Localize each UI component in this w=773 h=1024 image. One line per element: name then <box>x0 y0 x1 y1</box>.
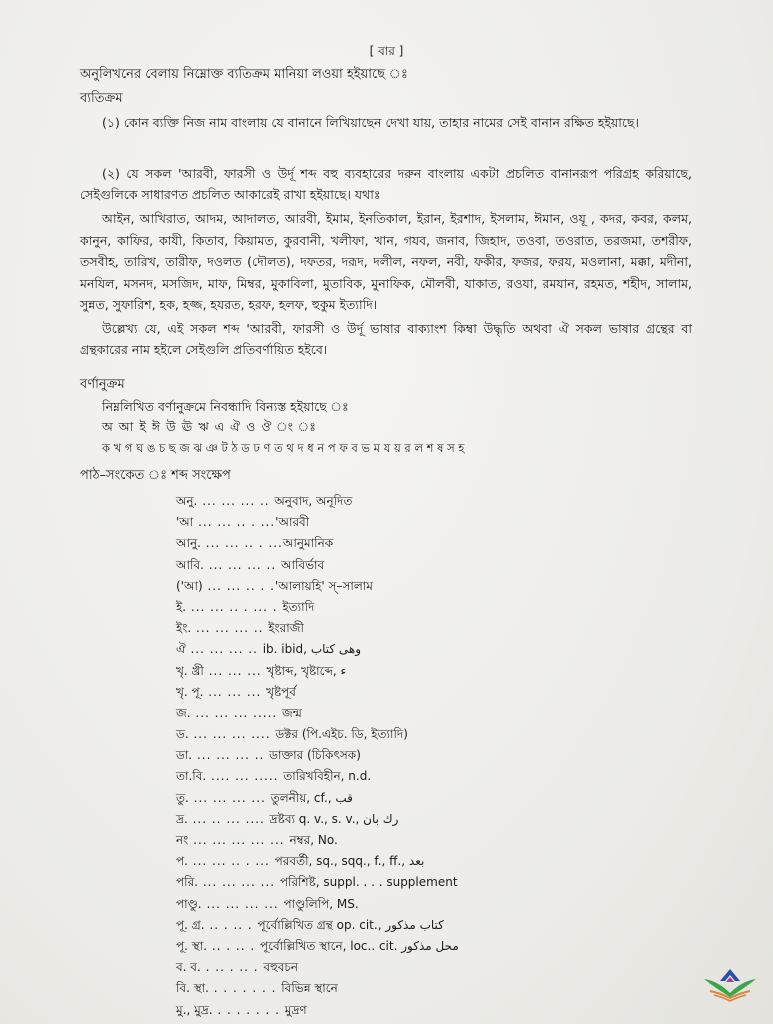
abbreviation-row <box>176 555 459 576</box>
abbreviation-row <box>176 936 459 957</box>
abbreviation-meaning: ইংরাজী <box>268 621 304 636</box>
abbreviation-row <box>176 618 459 639</box>
abbreviation-row <box>176 597 459 618</box>
leader-dots: ... ... ... ... <box>201 896 284 911</box>
alphabetical-heading: বর্ণানুক্রম <box>80 377 125 392</box>
leader-dots: . . . . . . . <box>208 981 282 996</box>
book-logo-icon <box>700 965 760 1005</box>
abbreviation-row <box>176 1000 459 1021</box>
abbreviation-key: দ্র. <box>176 811 188 826</box>
abbreviation-key: জ. <box>176 705 191 720</box>
abbreviation-meaning: খৃষ্টাব্দ, খৃষ্টাব্দে, ء <box>266 663 347 678</box>
abbreviation-key: পূ. গ্র. <box>176 917 205 932</box>
leader-dots: ... ... .. . ... <box>200 536 283 551</box>
abbreviation-row <box>176 766 459 787</box>
abbreviations-heading: পাঠ–সংকেত ঃ শব্দ সংক্ষেপ <box>80 468 231 483</box>
abbreviation-row <box>176 724 459 745</box>
leader-dots: . .. . .. . <box>200 960 264 975</box>
abbreviation-key: আনু. <box>176 536 201 551</box>
abbreviation-row <box>176 661 459 682</box>
leader-dots: ... ... .. . ... . <box>186 599 283 614</box>
exception-rule-1: (১) কোন ব্যক্তি নিজ নাম বাংলায় যে বানানে লিখিয়াছেন দেখা যায়, তাহার নামের সেই বানান রক্ষিত হইয়াছে। <box>102 115 639 130</box>
abbreviation-meaning: পূর্বোল্লিখিত স্থানে, loc.. cit. محل مذکور <box>259 938 459 953</box>
abbreviation-meaning: 'আলায়হি' স্–সালাম <box>274 578 373 593</box>
leader-dots: ... .. ... .... <box>187 811 270 826</box>
abbreviation-key: 'আ <box>176 515 194 530</box>
abbreviation-key: মু., মুদ্র. <box>176 1002 213 1017</box>
abbreviation-row <box>176 703 459 724</box>
abbreviation-meaning: বহুবচন <box>263 960 299 975</box>
leader-dots: ... ... ... .. <box>203 557 281 572</box>
exceptions-note: উল্লেখ্য যে, এই সকল শব্দ 'আরবী, ফারসী ও উর্দূ ভাষার বাক্যাংশ কিম্বা উদ্ধৃতি অথবা ঐ সকল ভাষার গ্রন্থের বা গ্রন্থকারের নাম হইলে সেইগুলি প্রতিবর্ণায়িত হইবে। <box>80 321 692 357</box>
abbreviation-meaning: পাণ্ডুলিপি, MS. <box>283 896 359 911</box>
abbreviation-row <box>176 894 459 915</box>
leader-dots: .. . .. . <box>207 938 260 953</box>
abbreviation-row <box>176 745 459 766</box>
abbreviation-key: নং <box>176 833 189 847</box>
abbreviation-meaning: পরবর্তী, sq., sqq., f., ff., بعد <box>274 854 425 869</box>
abbreviation-meaning: মুদ্রণ <box>284 1002 307 1017</box>
leader-dots: ... ... ... ... <box>188 790 271 805</box>
leader-dots: ... ... .. . ... <box>187 854 275 869</box>
vowel-order: অ আ ই ঈ উ ঊ ঋ এ ঐ ও ঔ ং ঃ <box>102 419 317 434</box>
abbreviation-key: তু. <box>176 790 189 805</box>
leader-dots: ... ... ... ... <box>198 875 280 890</box>
leader-dots: .... ... ..... <box>206 769 284 784</box>
abbreviation-meaning: তারিখবিহীন, n.d. <box>283 769 372 784</box>
abbreviation-key: আবি. <box>176 557 204 572</box>
word-list: আইন, আখিরাত, আদম, আদালত, আরবী, ইমাম, ইনতিকাল, ইরান, ইরশাদ, ইসলাম, ঈমান, ওযূ , কদর, কবর, কলম, কানুন, কাফির, কাযী, কিতাব, কিয়ামত, কুরবানী, খলীফা, খান, গযব, জনাব, জিহাদ, তওবা, তওরাত, তরজমা, তশরীফ, তসবীহ, তারিখ, তারীফ, দওলত (দৌলত), দফতর, দরূদ, দলীল, নফল, নবী, ফকীর, ফজর, ফরয, মওলানা, মক্কা, মদীনা, মনযিল, মসনদ, মসজিদ, মাফ, মিম্বর, মুকাবিলা, মুতাবিক, মুনাফিক, মৌলবী, যাকাত, রওযা, রমযান, রহমত, শহীদ, সালাম, সুন্নত, সুফারিশ, হক, হজ্জ, হযরত, হরফ, হলফ, হুকুম ইত্যাদি। <box>80 211 692 312</box>
leader-dots: . . . . . . . <box>212 1002 285 1017</box>
abbreviation-meaning: ib. ibid, وهی کتاب <box>262 642 362 657</box>
exceptions-heading: ব্যতিক্রম <box>80 91 123 106</box>
abbreviation-key: অনু. <box>176 494 198 508</box>
abbreviation-key: পরি. <box>176 875 198 890</box>
abbreviation-meaning: পরিশিষ্ট, suppl. . . . supplement <box>279 875 458 890</box>
leader-dots: .. . .. . <box>204 917 258 932</box>
abbreviation-key: প. <box>176 854 188 869</box>
abbreviation-row <box>176 639 459 660</box>
abbreviation-row <box>176 872 459 893</box>
abbreviation-meaning: ডাক্তার (চিকিৎসক) <box>269 748 361 763</box>
abbreviation-key: তা.বি. <box>176 769 207 784</box>
abbreviation-row <box>176 957 459 978</box>
abbreviation-row <box>176 851 459 872</box>
abbreviation-list <box>176 491 459 1021</box>
abbreviation-meaning: দ্রষ্টব্য q. v., s. v., رك بان <box>269 811 399 826</box>
abbreviation-key: ইং. <box>176 621 192 636</box>
abbreviation-meaning: ডক্টর (পি.এইচ. ডি, ইত্যাদি) <box>275 727 408 742</box>
leader-dots: ... ... .. . ... <box>193 515 276 530</box>
leader-dots: ... ... ... .... <box>188 727 276 742</box>
abbreviation-row <box>176 809 459 830</box>
abbreviation-meaning: বিভিন্ন স্থানে <box>281 981 338 996</box>
abbreviation-meaning: খৃষ্টপূর্ব <box>266 684 296 699</box>
abbreviation-key: ঐ <box>176 642 186 657</box>
abbreviation-meaning: পূর্বোল্লিখিত গ্রন্থ op. cit., کتاب مذکور <box>257 917 444 932</box>
abbreviation-row <box>176 576 459 597</box>
leader-dots: ... ... .. . . <box>202 578 275 593</box>
abbreviation-key: ড. <box>176 727 189 742</box>
abbreviation-row <box>176 978 459 999</box>
leader-dots: ... ... ... ..... <box>190 705 283 720</box>
abbreviation-key: ব. ব. <box>176 960 201 975</box>
abbreviation-row <box>176 682 459 703</box>
abbreviation-key: ('আ) <box>176 578 203 593</box>
leader-dots: ... ... ... .. <box>197 494 275 508</box>
abbreviation-meaning: আনুমানিক <box>282 536 334 551</box>
leader-dots: ... ... ... .. <box>192 748 270 763</box>
alphabetical-description: নিম্নলিখিত বর্ণানুক্রমে নিবন্ধাদি বিন্যস্ত হইয়াছে ঃ <box>102 399 349 414</box>
abbreviation-meaning: ইত্যাদি <box>282 599 315 614</box>
abbreviation-meaning: 'আরবী <box>275 515 310 530</box>
abbreviation-key: খৃ. খ্রী <box>176 663 204 678</box>
abbreviation-row <box>176 512 459 533</box>
abbreviation-meaning: নম্বর, No. <box>289 833 338 847</box>
abbreviation-key: পাণ্ডু. <box>176 896 202 911</box>
abbreviation-key: বি. স্থা. <box>176 981 209 996</box>
exception-rule-2: (২) যে সকল 'আরবী, ফারসী ও উর্দূ শব্দ বহু ব্যবহারের দরুন বাংলায় একটা প্রচলিত বানানরূপ পরিগ্রহ করিয়াছে, সেইগুলিকে সাধারণত প্রচলিত আকারেই রাখা হইয়াছে। যথাঃ <box>80 166 692 202</box>
leader-dots: ... ... ... .. <box>191 621 269 636</box>
leader-dots: ... ... ... <box>203 684 267 699</box>
abbreviation-row <box>176 788 459 809</box>
abbreviation-row <box>176 533 459 554</box>
abbreviation-row <box>176 915 459 936</box>
leader-dots: ... ... ... ... ... <box>188 833 290 847</box>
intro-text: অনুলিখনের বেলায় নিম্নোক্ত ব্যতিক্রম মানিয়া লওয়া হইয়াছে ঃ <box>80 67 408 82</box>
abbreviation-meaning: তুলনীয়, cf., قب <box>270 790 353 805</box>
abbreviation-key: ই. <box>176 599 187 614</box>
leader-dots: ... ... ... .. <box>185 642 263 657</box>
consonant-order: ক খ গ ঘ ঙ চ ছ জ ঝ ঞ ট ঠ ড ঢ ণ ত থ দ ধ ন প ফ ব ভ ম য য় র ল শ ষ স হ <box>102 441 465 455</box>
abbreviation-row <box>176 491 459 512</box>
leader-dots: ... ... ... <box>203 663 267 678</box>
abbreviation-key: ডা. <box>176 748 193 763</box>
abbreviation-key: খৃ. পূ. <box>176 684 204 699</box>
abbreviation-row <box>176 830 459 851</box>
abbreviation-meaning: জন্ম <box>282 705 302 720</box>
abbreviation-key: পূ. স্থা. <box>176 938 208 953</box>
abbreviation-meaning: আবির্ভাব <box>280 557 325 572</box>
page-number-label: [ বার ] <box>369 44 404 58</box>
abbreviation-meaning: অনুবাদ, অনূদিত <box>274 494 353 508</box>
